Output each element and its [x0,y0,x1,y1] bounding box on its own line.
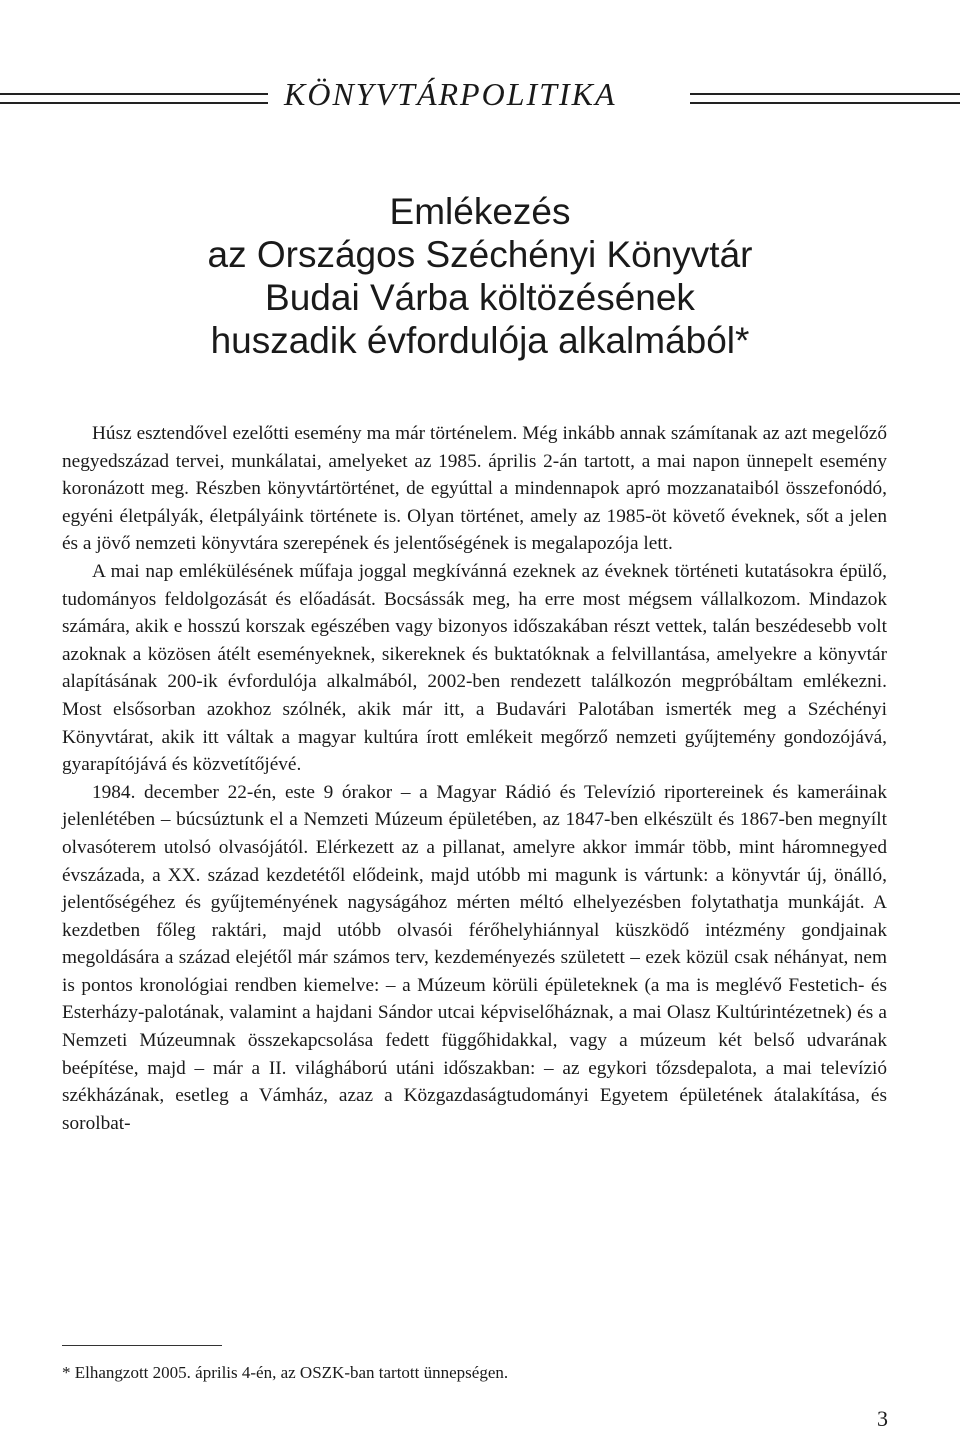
paragraph: 1984. december 22-én, este 9 órakor – a Magyar Rádió és Televízió riportereinek és kameráinak jelenlétében – búcsúztunk el a Nemzeti Múzeum épületében, az 1847-ben elkészült és 1867-ben megnyílt olvasóterem utolsó olvasójától. Elérkezett az a pillanat, amelyre akkor immár több, mint háromnegyed évszázada, a XX. század kezdetétől elődeink, majd utóbb mi magunk is vártunk: a könyvtár új, önálló, jelentőségéhez és gyűjteményének nagyságához mérten méltó elhelyezésben folytathatja munkáját. A kezdetben főleg raktári, majd utóbb olvasói férőhelyhiánnyal küszködő intézmény gondjainak megoldására a század elejétől már számos terv, kezdeményezés született – ezek közül csak néhányat, nem is pontos kronológiai rendben kiemelve: – a Múzeum körüli épületeknek (a ma is meglévő Festetich- és Esterházy-palotának, valamint a hajdani Sándor utcai képviselőháznak, a mai Olasz Kultúrintézetnek) és a Nemzeti Múzeumnak összekapcsolása fedett függőhidakkal, vagy a múzeum két belső udvarának beépítése, majd – már a II. világháború utáni időszakban: – az egykori tőzsdepalota, a mai televízió székházának, esetleg a Vámház, azaz a Közgazdaságtudományi Egyetem épületének átalakítása, és sorolbat- [62,781,887,1134]
footnote: * Elhangzott 2005. április 4-én, az OSZK-ban tartott ünnepségen. [62,1363,509,1382]
title-line: huszadik évfordulója alkalmából* [210,320,750,361]
paragraph: Húsz esztendővel ezelőtti esemény ma már történelem. Még inkább annak számítanak az azt megelőző negyedszázad tervei, munkálatai, amelyeket az 1985. április 2-án tartott, a mai napon ünnepelt esemény koronázott meg. Részben könyvtártörténet, de egyúttal a mindennapok apró mozzanataiból összefonódó, egyéni életpályák, életpályáink története is. Olyan történet, amely az 1985-öt követő éveknek, sőt a jelen és a jövő nemzeti könyvtára szerepének és jelentőségének is megalapozója lett. [62,423,887,555]
title-line: az Országos Széchényi Könyvtár [207,234,753,275]
header-rule-left [0,93,268,104]
title-line: Budai Várba költözésének [265,277,695,318]
footnote-divider [62,1345,222,1346]
title-line: Emlékezés [389,191,571,232]
header-rule-right [690,93,960,104]
section-header [0,72,960,122]
section-title: KÖNYVTÁRPOLITIKA [284,76,617,112]
page-number: 3 [877,1406,888,1431]
paragraph: A mai nap emlékülésének műfaja joggal megkívánná ezeknek az éveknek történeti kutatásokra épülő, tudományos feldolgozását és előadását. Bocsássák meg, ha erre most mégsem vállalkozom. Mindazok számára, akik e hosszú korszak egészében vagy bizonyos időszakában részt vettek, talán beszédesebb volt azoknak a közösen átélt eseményeknek, sikereknek és buktatóknak a felvillantása, amelyekre a könyvtár alapításának 200-ik évfordulója alkalmából, 2002-ben rendezett találkozón megpróbáltam emlékezni. Most elsősorban azokhoz szólnék, akik már itt, a Budavári Palotában ismerték meg a Széchényi Könyvtárat, akik itt váltak a magyar kultúra írott emlékeit megőrző nemzeti gyűjtemény gondozójává, gyarapítójává és közvetítőjévé. [62,560,887,776]
article-body [62,420,887,1137]
article-title [0,190,960,362]
